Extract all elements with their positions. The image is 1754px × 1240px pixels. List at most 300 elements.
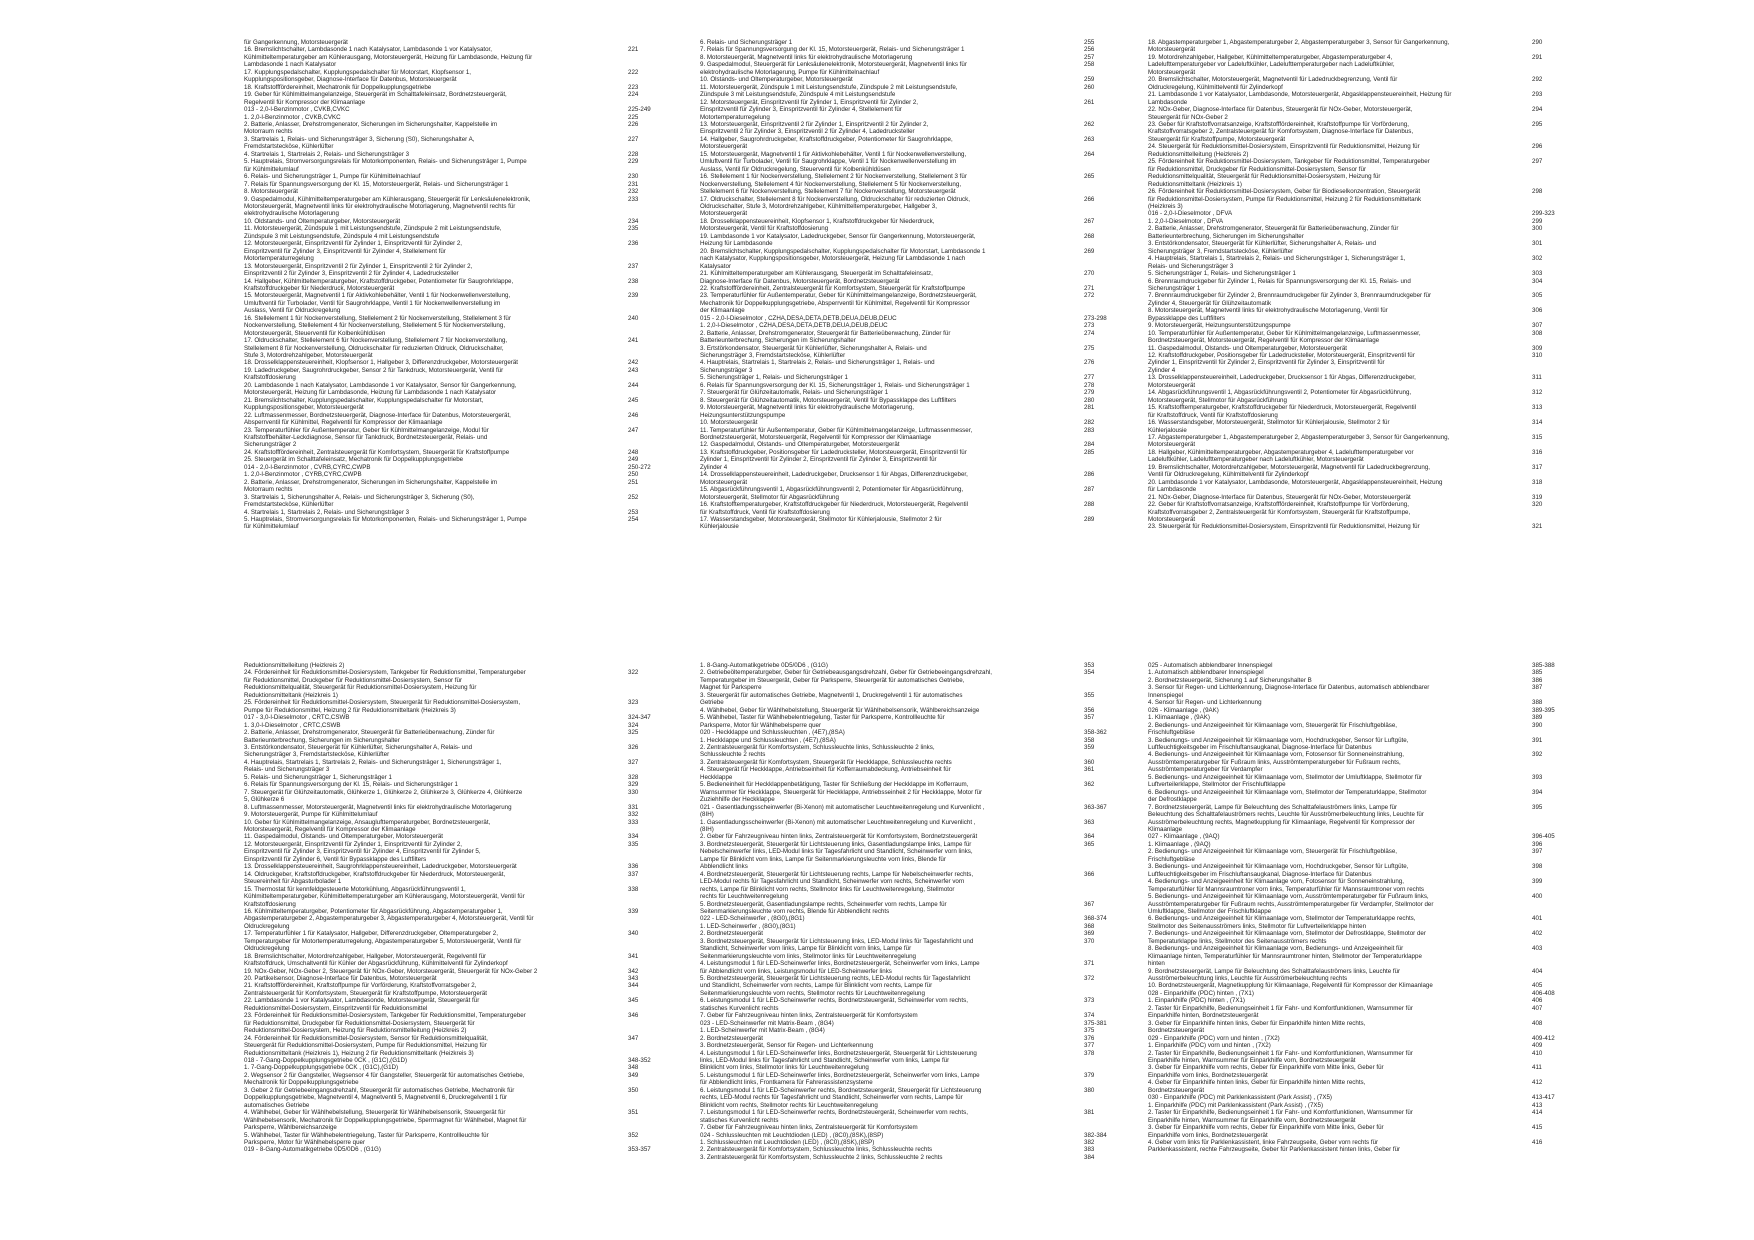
toc-entry-page: 382-384: [1084, 1131, 1107, 1139]
toc-entry-text: Ausströmerbeleuchtung links, Leuchte für Ausströmerbeleuchtung rechts: [1148, 975, 1348, 983]
toc-entry-text: Parklenkassistent, rechte Fahrzeugseite, Geber für Parklenkassistent hinten links, Geber für: [1148, 1146, 1401, 1154]
toc-entry-text: Reduktionsmittelqualität, Steuergerät für Reduktionsmittel-Dosiersystem, Heizung für: [1148, 173, 1381, 181]
toc-entry: [700, 1050, 1130, 1057]
toc-entry: [700, 804, 1130, 811]
toc-entry-text: Temperaturklappe links, Stellmotor des Seitenausströmers rechts: [1148, 937, 1327, 945]
toc-entry: [1148, 945, 1578, 952]
toc-entry: [700, 501, 1130, 508]
toc-entry-text: 17. Wasserstandsgeber, Motorsteuergerät, Stellmotor für Kühlerjalousie, Stellmotor 2 für: [700, 516, 942, 523]
toc-entry-text: Luftverteilerklappe, Stellmotor der Frischluftklappe: [1148, 781, 1286, 789]
toc-entry-text: nach Katalysator, Kupplungspositionsgeber, Motorsteuergerät, Heizung für Lambdasonde 1 nach: [700, 255, 966, 263]
toc-entry-text: 22. NOx-Geber, Diagnose-Interface für Datenbus, Steuergerät für NOx-Geber, Motorsteuergerät,: [1148, 106, 1413, 114]
toc-entry-text: 13. Motorsteuergerät, Einspritzventil 2 für Zylinder 1, Einspritzventil 2 für Zylinder 2,: [700, 120, 929, 128]
toc-entry-text: 12. Motorsteuergerät, Einspritzventil für Zylinder 1, Einspritzventil für Zylinder 2,: [700, 98, 919, 106]
toc-entry: [244, 1035, 674, 1042]
toc-entry-page: 280: [1084, 396, 1095, 404]
toc-entry-text: 1. 2,0-l-Benzinmotor , CYRB,CYRC,CWPB: [244, 471, 362, 479]
toc-entry: [1148, 218, 1578, 225]
toc-entry-text: 2. Taster für Einparkhilfe, Bedienungseinheit 1 für Fahr- und Komfortfunktionen, Warnsummer für: [1148, 1004, 1413, 1012]
toc-entry-page: 322: [628, 669, 639, 677]
toc-entry-page: 313: [1532, 404, 1543, 412]
toc-entry-page: 362: [1084, 781, 1095, 789]
toc-entry-page: 254: [628, 516, 639, 523]
toc-entry: [244, 322, 674, 329]
toc-entry-text: 19. Bremslichtschalter, Motordrehzahlgeber, Motorsteuergerät, Magnetventil für Ladedruckbegrenzung,: [1148, 463, 1431, 471]
toc-entry-text: 1. 7-Gang-Doppelkupplungsgetriebe 0CK , (G1C),(G1D): [244, 1064, 399, 1072]
toc-entry: [244, 990, 674, 997]
toc-entry-page: 278: [1084, 381, 1095, 389]
toc-entry-text: 12. Motorsteuergerät, Einspritzventil für Zylinder 1, Einspritzventil für Zylinder 2,: [244, 240, 463, 248]
toc-entry: [700, 434, 1130, 441]
toc-entry-page: 236: [628, 240, 639, 248]
toc-entry: [1148, 1072, 1578, 1079]
toc-entry: [700, 412, 1130, 419]
toc-entry-page: 276: [1084, 359, 1095, 367]
toc-entry: [244, 945, 674, 952]
toc-entry-page: 297: [1532, 158, 1543, 166]
toc-entry-text: Sicherungsträger 2: [244, 441, 297, 449]
toc-entry: [1148, 669, 1578, 676]
toc-entry-text: 7. Relais für Spannungsversorgung der Kl. 15, Motorsteuergerät, Relais- und Sicherungsträger 1: [700, 46, 965, 54]
toc-entry-text: 15. Abgasrückführungsventil 1, Abgasrückführungsventil 2, Potentiometer für Abgasrückführung,: [700, 486, 964, 494]
toc-entry-page: 262: [1084, 120, 1095, 128]
toc-entry: [1148, 781, 1578, 788]
toc-entry-page: 351: [628, 1109, 639, 1117]
toc-entry-page: 361: [1084, 766, 1095, 774]
toc-entry-text: 9. Motorsteuergerät, Heizungsunterstützungspumpe: [1148, 322, 1291, 330]
toc-entry-text: 18. Bremslichtschalter, Motordrehzahlgeber, Hallgeber, Motorsteuergerät, Regelventil für: [244, 952, 487, 960]
toc-entry: [1148, 841, 1578, 848]
toc-entry-text: Frischluftgebläse: [1148, 855, 1195, 863]
toc-entry-text: Kraftstoffdruckgeber für Niederdruck, Motorsteuergerät: [244, 284, 395, 292]
toc-entry-page: 323: [628, 699, 639, 707]
toc-entry-page: 281: [1084, 404, 1095, 412]
toc-entry-page: 359: [1084, 743, 1095, 751]
toc-entry: [700, 240, 1130, 247]
toc-entry-text: LED-Modul rechts für Tagesfahrlicht und Standlicht, Scheinwerfer vorn rechts, Scheinwerfer vorn: [700, 878, 965, 886]
toc-entry-text: Seitenmarkierungsleuchte vorn rechts, Stellmotor rechts für Leuchtweitenregelung: [700, 989, 925, 997]
toc-entry-text: 22. Luftmassenmesser, Bordnetzsteuergerät, Diagnose-Interface für Datenbus, Motorsteuergerät,: [244, 411, 511, 419]
toc-entry-text: (Heizkreis 3): [1148, 202, 1183, 210]
toc-entry: [1148, 248, 1578, 255]
toc-entry-page: 272: [1084, 292, 1095, 300]
toc-entry: [244, 669, 674, 676]
toc-entry: [700, 367, 1130, 374]
toc-entry: [700, 509, 1130, 516]
toc-entry-text: für Lambdasonde: [1148, 486, 1197, 494]
toc-entry-text: 24. Fördereinheit für Reduktionsmittel-Dosiersystem, Tankgeber für Reduktionsmittel, Temperaturgeber: [244, 669, 526, 677]
toc-entry-text: 3. Startrelais 1, Relais- und Sicherungsträger 3, Sicherung (S0), Sicherungshalter A,: [244, 135, 475, 143]
toc-entry-page: 300: [1532, 225, 1543, 233]
toc-entry-page: 415: [1532, 1124, 1543, 1132]
toc-entry: [1148, 486, 1578, 493]
toc-entry: [700, 737, 1130, 744]
toc-entry: [244, 270, 674, 277]
toc-entry-page: 387: [1532, 684, 1543, 692]
toc-entry-text: 013 - 2,0-l-Benzinmotor , CVKB,CVKC: [244, 106, 350, 114]
toc-entry-text: 015 - 2,0-l-Dieselmotor , CZHA,DESA,DETA,DETB,DEUA,DEUB,DEUC: [700, 314, 897, 322]
toc-entry: [244, 255, 674, 262]
toc-entry-text: 18. Abgastemperaturgeber 1, Abgastemperaturgeber 2, Abgastemperaturgeber 3, Sensor für Gangerkennung,: [1148, 39, 1450, 46]
toc-entry-page: 416: [1532, 1139, 1543, 1146]
toc-entry: [244, 173, 674, 180]
toc-entry-page: 345: [628, 997, 639, 1005]
toc-entry-text: 21. Kühlmitteltemperaturgeber am Kühlerausgang, Steuergerät im Schalttafeleinsatz,: [700, 270, 933, 278]
toc-entry-text: Kupplungspositionsgeber, Motorsteuergerät: [244, 404, 364, 412]
toc-entry-page: 287: [1084, 486, 1095, 494]
toc-entry-page: 335: [628, 840, 639, 848]
toc-entry: [700, 901, 1130, 908]
toc-entry: [1148, 982, 1578, 989]
toc-entry-text: 1. Einparkhilfe (PDC) mit Parklenkassistent (Park Assist) , (7X5): [1148, 1101, 1324, 1109]
toc-entry-page: 409-412: [1532, 1034, 1555, 1042]
toc-entry: [700, 203, 1130, 210]
toc-entry: [700, 91, 1130, 98]
toc-entry: [244, 61, 674, 68]
toc-entry: [700, 210, 1130, 217]
toc-entry-text: Öldruckschalter, Stufe 3, Motordrehzahlgeber, Kühlmitteltemperaturgeber, Hallgeber 3,: [700, 202, 937, 210]
toc-entry-text: für Abblendlicht links, Frontkamera für Fahrerassistenzsysteme: [700, 1079, 873, 1087]
toc-entry: [1148, 804, 1578, 811]
toc-entry-page: 260: [1084, 83, 1095, 91]
toc-entry: [1148, 345, 1578, 352]
toc-entry-text: Stellelement 8 für Nockenverstellung, Öldruckschalter für reduzierten Öldruck, Öldruckschalter,: [244, 344, 504, 352]
toc-entry-text: 13. Motorsteuergerät, Einspritzventil 2 für Zylinder 1, Einspritzventil 2 für Zylinder 2,: [244, 262, 473, 270]
toc-entry-page: 347: [628, 1034, 639, 1042]
toc-entry-text: Reduktionsmittelleitung (Heizkreis 2): [1148, 150, 1249, 158]
toc-entry-text: 4. Startrelais 1, Startrelais 2, Relais- und Sicherungsträger 3: [244, 150, 410, 158]
toc-entry-page: 332: [628, 811, 639, 819]
toc-entry-text: 11. Motorsteuergerät, Zündspule 1 mit Leistungsendstufe, Zündspule 2 mit Leistungsendstufe,: [244, 225, 502, 233]
toc-entry-text: 20. Lambdasonde 1 nach Katalysator, Lambdasonde 1 vor Katalysator, Sensor für Gangerkennung,: [244, 381, 517, 389]
toc-entry: [244, 151, 674, 158]
toc-entry-text: Einparkhilfe hinten, Warnsummer für Einparkhilfe vorn, Bordnetzsteuergerät: [1148, 1057, 1356, 1065]
toc-entry: [244, 389, 674, 396]
toc-entry-text: Klimaanlage: [1148, 825, 1183, 833]
toc-entry: [700, 106, 1130, 113]
toc-entry-text: 11. Temperaturfühler für Außentemperatur, Geber für Kühlmittelmangelanzeige, Luftmassenmesser,: [700, 426, 973, 434]
toc-entry: [1148, 300, 1578, 307]
toc-entry: [1148, 479, 1578, 486]
toc-entry-text: 5, Glühkerze 6: [244, 796, 285, 804]
toc-entry-page: 253: [628, 508, 639, 516]
toc-entry-page: 298: [1532, 188, 1543, 196]
toc-entry-page: 221: [628, 46, 639, 54]
toc-entry-page: 363: [1084, 818, 1095, 826]
toc-entry-page: 293: [1532, 91, 1543, 99]
toc-entry: [244, 181, 674, 188]
toc-entry-page: 243: [628, 366, 639, 374]
toc-entry-text: 23. Geber für Kraftstoffvorratsanzeige, Kraftstofffördereinheit, Kraftstoffpumpe für Vorförderung,: [1148, 120, 1409, 128]
toc-entry: [244, 106, 674, 113]
toc-entry: [244, 751, 674, 758]
toc-entry-page: 327: [628, 758, 639, 766]
toc-entry-page: 321: [1532, 523, 1543, 531]
toc-entry-page: 376: [1084, 1034, 1095, 1042]
toc-entry-text: 025 - Automatisch abblendbarer Innenspiegel: [1148, 662, 1273, 669]
toc-entry-text: Motorraum rechts: [244, 486, 293, 494]
toc-entry-text: 23. Temperaturfühler für Außentemperatur, Geber für Kühlmittelmangelanzeige, Modul für: [244, 426, 489, 434]
toc-entry-text: Luftfeuchtigkeitsgeber im Frischluftansaugkanal, Diagnose-Interface für Datenbus: [1148, 743, 1372, 751]
toc-entry: [1148, 523, 1578, 530]
toc-entry: [1148, 181, 1578, 188]
toc-entry: [700, 486, 1130, 493]
toc-entry: [700, 930, 1130, 937]
toc-entry-text: Seitenmarkierungsleuchte vorn rechts, Blende für Abblendlicht rechts: [700, 907, 890, 915]
toc-entry: [700, 315, 1130, 322]
toc-entry-text: 5. Relais- und Sicherungsträger 1, Sicherungsträger 1: [244, 773, 392, 781]
toc-entry-text: 014 - 2,0-l-Benzinmotor , CVRB,CYRC,CWPB: [244, 463, 371, 471]
toc-entry-text: 21. NOx-Geber, Diagnose-Interface für Datenbus, Steuergerät für NOx-Geber, Motorsteuergerät: [1148, 493, 1411, 501]
toc-entry: [700, 173, 1130, 180]
toc-entry-page: 388: [1532, 699, 1543, 707]
toc-entry: [244, 84, 674, 91]
toc-entry: [1148, 826, 1578, 833]
toc-entry: [700, 345, 1130, 352]
toc-entry-page: 389: [1532, 714, 1543, 722]
toc-entry-page: 325: [628, 729, 639, 737]
toc-entry: [244, 1087, 674, 1094]
toc-entry-text: Bordnetzsteuergerät, Motorsteuergerät, Regelventil für Kompressor der Klimaanlage: [1148, 337, 1380, 345]
toc-entry: [700, 1042, 1130, 1049]
toc-entry-text: Temperaturgeber im Steuergerät, Geber für Parksperre, Steuergerät für automatisches Getriebe,: [700, 676, 965, 684]
toc-entry: [1148, 158, 1578, 165]
toc-entry-text: Reduktionsmittelqualität, Steuergerät für Reduktionsmittel-Dosiersystem, Heizung für: [244, 684, 477, 692]
toc-entry: [244, 841, 674, 848]
toc-entry-page: 232: [628, 188, 639, 196]
toc-entry-text: Nockenverstellung, Stellelement 4 für Nockenverstellung, Stellelement 5 für Nockenverstellung,: [244, 322, 506, 330]
toc-entry: [244, 781, 674, 788]
toc-entry-page: 284: [1084, 441, 1095, 449]
toc-entry-page: 360: [1084, 758, 1095, 766]
toc-entry: [244, 737, 674, 744]
toc-entry: [244, 516, 674, 523]
toc-entry-page: 274: [1084, 329, 1095, 337]
toc-entry-text: Wählhebelsensorik, Mechatronik für Doppelkupplungsgetriebe, Sperrmagnet für Wählhebel, Magnet für: [244, 1116, 527, 1124]
toc-entry: [700, 856, 1130, 863]
toc-entry-text: Warnsummer für Heckklappe, Steuergerät für Heckklappe, Antriebsseinheit 2 für Heckklappe, Motor für: [700, 788, 983, 796]
toc-entry: [700, 960, 1130, 967]
toc-entry: [244, 1102, 674, 1109]
toc-entry: [244, 908, 674, 915]
toc-entry: [244, 1057, 674, 1064]
toc-entry-page: 355: [1084, 691, 1095, 699]
toc-entry: [244, 707, 674, 714]
toc-entry: [1148, 1139, 1578, 1146]
toc-entry-page: 339: [628, 907, 639, 915]
toc-entry-text: Parksperre, Motor für Wählhebelsperre quer: [700, 721, 822, 729]
toc-entry-text: Ausströmerbeleuchtung rechts, Magnetkupplung für Klimaanlage, Regelventil für Kompressor der: [1148, 818, 1415, 826]
toc-entry-text: Zündspule 3 mit Leistungsendstufe, Zündspule 4 mit Leistungsendstufe: [244, 232, 440, 240]
toc-entry: [700, 915, 1130, 922]
toc-entry-page: 309: [1532, 344, 1543, 352]
toc-entry-page: 320: [1532, 501, 1543, 509]
toc-entry-text: Einparkhilfe vorn links, Bordnetzsteuergerät: [1148, 1071, 1268, 1079]
toc-entry-text: 10. Geber für Kühlmittelmangelanzeige, Ansauglufttemperaturgeber, Bordnetzsteuergerät,: [244, 818, 491, 826]
toc-entry: [1148, 1102, 1578, 1109]
toc-entry: [244, 997, 674, 1004]
toc-entry-text: 1. 3,0-l-Dieselmotor , CRTC,CSWB: [244, 721, 341, 729]
toc-entry-page: 405: [1532, 982, 1543, 990]
toc-entry-text: Einspritzventil 2 für Zylinder 3, Einspritzventil 2 für Zylinder 4, Ladedrucksteller: [700, 128, 915, 136]
toc-entry-text: (8IH): [700, 825, 714, 833]
toc-entry-page: 413-417: [1532, 1094, 1555, 1102]
toc-entry-page: 267: [1084, 217, 1095, 225]
toc-entry: [1148, 337, 1578, 344]
toc-entry-page: 341: [628, 952, 639, 960]
toc-entry: [244, 337, 674, 344]
toc-entry: [700, 923, 1130, 930]
toc-entry: [700, 523, 1130, 530]
toc-entry: [700, 292, 1130, 299]
toc-entry: [1148, 449, 1578, 456]
toc-entry-text: Einspritzventil für Zylinder 3, Einspritzventil für Zylinder 4, Einspritzventil für Zylinder 5,: [244, 848, 481, 856]
toc-entry: [1148, 997, 1578, 1004]
toc-entry-text: 8. Luftmassenmesser, Motorsteuergerät, Magnetventil links für elektrohydraulische Motorlagerung: [244, 803, 512, 811]
toc-entry-text: 22. Kraftstofffördereinheit, Zentralsteuergerät für Komfortsystem, Steuergerät für Kraftstoffpumpe: [700, 284, 966, 292]
toc-entry-text: Getriebe: [700, 699, 724, 707]
toc-entry-page: 223: [628, 83, 639, 91]
toc-entry: [700, 471, 1130, 478]
toc-entry-page: 244: [628, 381, 639, 389]
toc-entry-text: 8. Steuergerät für Glühzeitautomatik, Motorsteuergerät, Ventil für Bypassklappe des Luftfilters: [700, 396, 957, 404]
toc-entry-text: Öldruckregelung: [244, 945, 290, 953]
toc-entry: [700, 796, 1130, 803]
toc-entry-text: 16. Kühlmitteltemperaturgeber, Potentiometer für Abgasrückführung, Abgastemperaturgeber 1,: [244, 907, 503, 915]
toc-entry-text: 018 - 7-Gang-Doppelkupplungsgetriebe 0CK , (G1C),(G1D): [244, 1057, 408, 1065]
toc-entry-text: 017 - 3,0-l-Dieselmotor , CRTC,CSWB: [244, 714, 350, 722]
toc-entry: [244, 300, 674, 307]
toc-entry-page: 326: [628, 743, 639, 751]
toc-entry-text: 5. Bedieneinheit für Heckklappenbetätigung, Taster für Schließung der Heckklappe im Kofferraum,: [700, 781, 969, 789]
toc-entry-page: 328: [628, 773, 639, 781]
toc-entry-page: 414: [1532, 1109, 1543, 1117]
toc-entry: [1148, 471, 1578, 478]
toc-entry: [244, 699, 674, 706]
toc-entry: [244, 39, 674, 46]
toc-entry-text: 3. Bordnetzsteuergerät, Sensor für Regen- und Lichterkennung: [700, 1042, 874, 1050]
toc-entry-text: Motorsteuergerät: [1148, 381, 1196, 389]
toc-entry: [1148, 210, 1578, 217]
toc-entry: [700, 968, 1130, 975]
column-bottom-left: [244, 662, 674, 1154]
toc-entry: [1148, 915, 1578, 922]
toc-entry-text: Einspritzventil 2 für Zylinder 3, Einspritzventil 2 für Zylinder 4, Ladedrucksteller: [244, 270, 459, 278]
toc-entry-page: 295: [1532, 120, 1543, 128]
toc-entry-text: 7. Geber für Fahrzeugniveau hinten links, Zentralsteuergerät für Komfortsystem: [700, 1012, 918, 1020]
toc-entry-page: 286: [1084, 471, 1095, 479]
toc-entry: [244, 938, 674, 945]
toc-entry-page: 364: [1084, 833, 1095, 841]
toc-entry-text: 2. Batterie, Anlasser, Drehstromgenerator, Steuergerät für Batterieüberwachung, Zünder für: [1148, 225, 1399, 233]
toc-entry-page: 333: [628, 818, 639, 826]
toc-entry-text: Klimaanlage hinten, Temperaturfühler für Mannsraumtroner hinten, Stellmotor der Temperaturklappe: [1148, 952, 1422, 960]
toc-entry-text: Kraftstoffbehälter-Leckdiagnose, Sensor für Tankdruck, Bordnetzsteuergerät, Relais- und: [244, 434, 488, 442]
toc-entry: [1148, 91, 1578, 98]
toc-entry-text: 2. Zentralsteuergerät für Komfortsystem, Schlussleuchte links, Schlussleuchte 2 links,: [700, 743, 935, 751]
toc-entry-text: 7. Relais für Spannungsversorgung der Kl. 15, Motorsteuergerät, Relais- und Sicherungsträger 1: [244, 180, 509, 188]
toc-entry: [1148, 69, 1578, 76]
toc-entry-page: 238: [628, 277, 639, 285]
toc-entry: [1148, 886, 1578, 893]
toc-entry: [700, 684, 1130, 691]
toc-entry-page: 251: [628, 478, 639, 486]
toc-entry: [244, 509, 674, 516]
toc-entry-page: 410: [1532, 1049, 1543, 1057]
toc-entry-text: Reduktionsmittel-Dosiersystem, Heizung für Reduktionsmittelleitung (Heizkreis 2): [244, 1027, 467, 1035]
toc-entry: [700, 352, 1130, 359]
toc-entry: [700, 337, 1130, 344]
toc-entry: [1148, 856, 1578, 863]
toc-entry: [244, 292, 674, 299]
toc-entry-text: 023 - LED-Scheinwerfer mit Matrix-Beam , (8G4): [700, 1019, 834, 1027]
toc-entry: [244, 166, 674, 173]
toc-entry-page: 285: [1084, 448, 1095, 456]
toc-entry-text: 7. Steuergerät für Glühzeitautomatik, Relais- und Sicherungsträger 1: [700, 389, 889, 397]
toc-entry: [700, 479, 1130, 486]
toc-entry-text: Batterieunterbrechung, Sicherungen im Sicherungshalter: [244, 736, 400, 744]
toc-entry-text: 13. Kraftstoffdruckgeber, Positionsgeber für Ladedrucksteller, Motorsteuergerät, Einspritzventil für: [700, 448, 967, 456]
toc-entry-text: der Defrostklappe: [1148, 796, 1197, 804]
toc-entry-page: 384: [1084, 1153, 1095, 1161]
toc-entry: [244, 486, 674, 493]
toc-entry-text: Umluftventil für Turbolader, Ventil für Saugrohrklappe, Ventil 1 für Nockenwellenverstellung im: [700, 158, 957, 166]
toc-entry: [244, 1146, 674, 1153]
toc-entry-text: Motortemperaturregelung: [700, 113, 770, 121]
toc-entry: [244, 856, 674, 863]
toc-entry-page: 390: [1532, 721, 1543, 729]
toc-entry: [1148, 419, 1578, 426]
toc-entry-text: Motorsteuergerät: [1148, 46, 1196, 54]
toc-entry: [1148, 1035, 1578, 1042]
toc-entry-page: 308: [1532, 329, 1543, 337]
toc-entry-page: 241: [628, 337, 639, 345]
toc-entry-text: 4. Sensor für Regen- und Lichterkennung: [1148, 699, 1262, 707]
toc-entry-page: 380: [1084, 1086, 1095, 1094]
toc-entry-page: 299: [1532, 217, 1543, 225]
toc-entry: [244, 523, 674, 530]
toc-entry: [1148, 106, 1578, 113]
toc-entry-text: elektrohydraulische Motorlagerung: [244, 210, 339, 218]
toc-entry-page: 406-408: [1532, 989, 1555, 997]
toc-entry: [244, 968, 674, 975]
toc-entry: [700, 871, 1130, 878]
toc-entry: [700, 699, 1130, 706]
toc-entry-text: 26. Fördereinheit für Reduktionsmittel-Dosiersystem, Geber für Biodieselkonzentration, Steuergerät: [1148, 188, 1421, 196]
toc-entry-text: 23. Steuergerät für Reduktionsmittel-Dosiersystem, Einspritzventil für Reduktionsmittel, Heizung für: [1148, 523, 1420, 531]
toc-entry-page: 402: [1532, 930, 1543, 938]
toc-entry-text: Relais- und Sicherungsträger 3: [1148, 262, 1234, 270]
toc-entry: [700, 1057, 1130, 1064]
toc-entry-text: Kupplungspositionsgeber, Diagnose-Interface für Datenbus, Motorsteuergerät: [244, 76, 457, 84]
toc-entry: [700, 404, 1130, 411]
toc-entry: [244, 774, 674, 781]
toc-entry: [700, 766, 1130, 773]
toc-entry-text: 12. Kraftstoffdruckgeber, Positionsgeber für Ladedrucksteller, Motorsteuergerät, Einspritzventil für: [1148, 352, 1415, 360]
toc-entry-text: 18. Drosselklappensteuereinheit, Klopfsensor 1, Kraftstoffdruckgeber für Niederdruck,: [700, 217, 935, 225]
toc-entry-text: 1. LED-Scheinwerfer mit Matrix-Beam , (8G4): [700, 1027, 825, 1035]
toc-entry: [700, 69, 1130, 76]
toc-entry-text: 14. Öldruckgeber, Kraftstoffdruckgeber, Kraftstoffdruckgeber für Niederdruck, Motorsteuergerät,: [244, 870, 506, 878]
toc-entry: [1148, 819, 1578, 826]
toc-entry: [244, 953, 674, 960]
toc-entry: [700, 848, 1130, 855]
toc-entry-text: für Reduktionsmittel, Druckgeber für Reduktionsmittel-Dosiersystem, Sensor für: [1148, 165, 1367, 173]
toc-entry: [244, 397, 674, 404]
toc-entry: [1148, 1087, 1578, 1094]
toc-entry: [1148, 434, 1578, 441]
toc-entry-text: statisches Kurvenlicht rechts: [700, 1004, 779, 1012]
